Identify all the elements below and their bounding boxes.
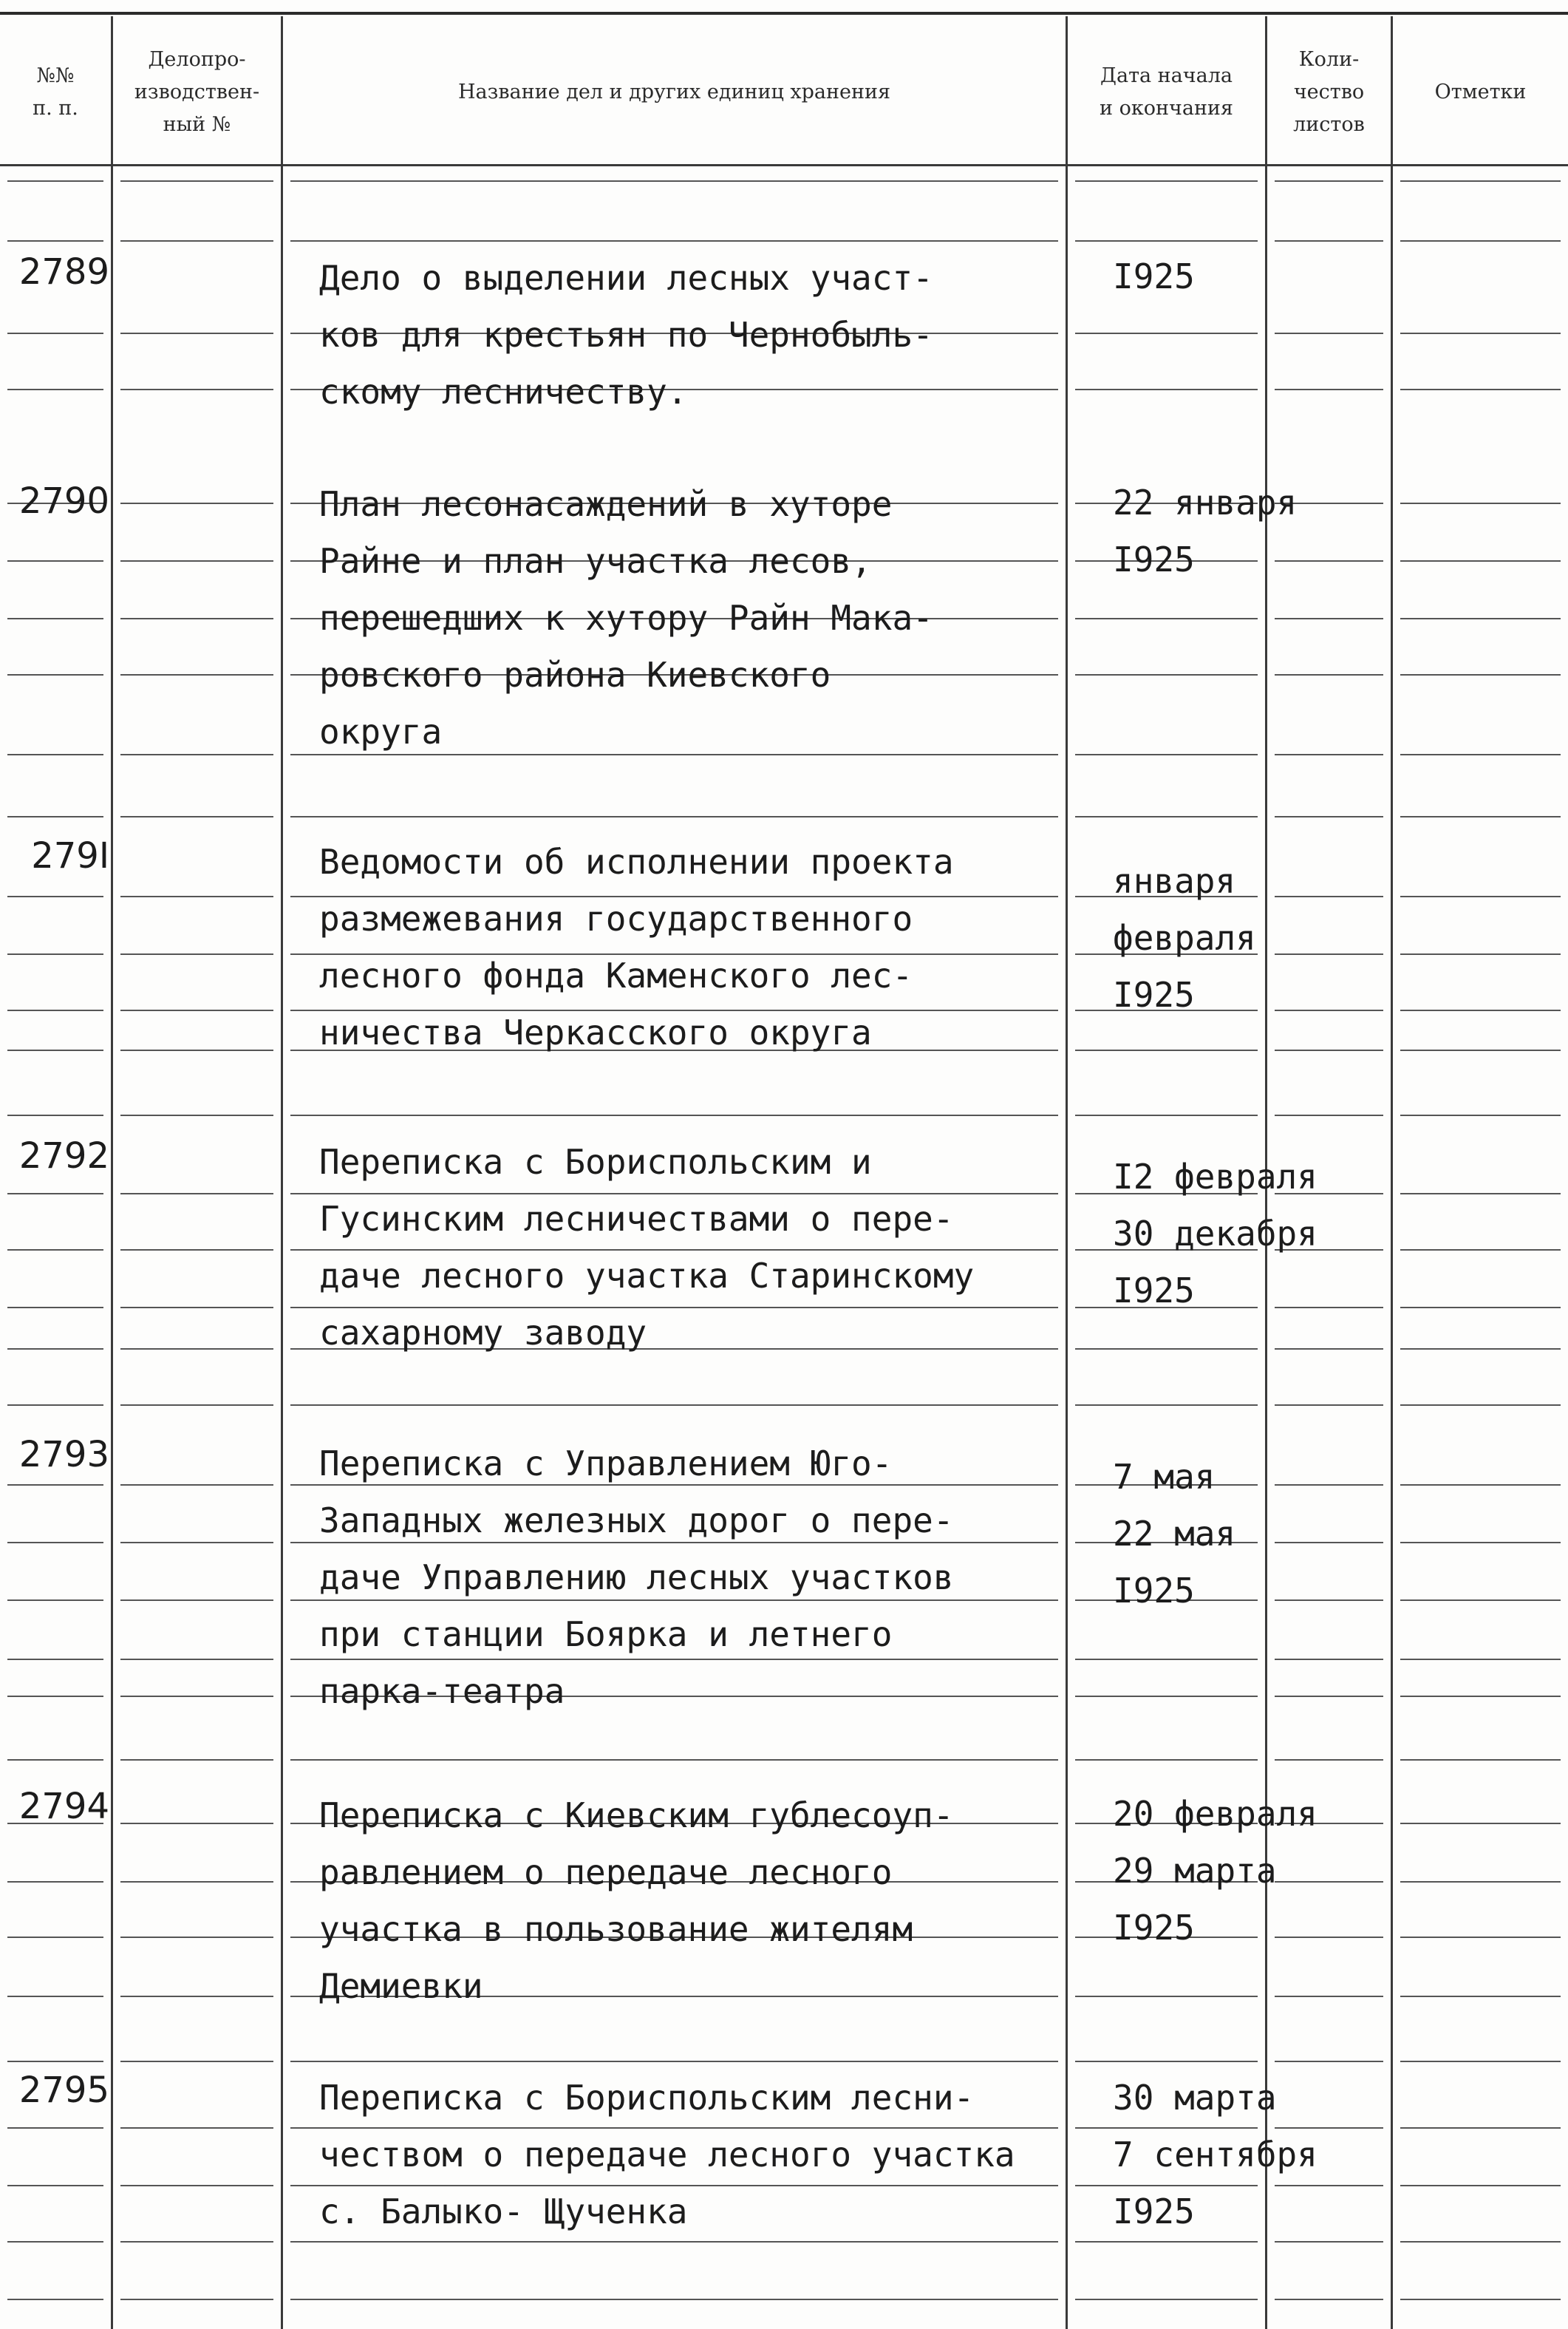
ruled-line — [7, 1249, 103, 1251]
title-line: равлением о передаче лесного — [319, 1852, 893, 1892]
date-line: 30 марта — [1113, 2078, 1277, 2118]
ruled-line — [120, 1881, 273, 1883]
title-line: ровского района Киевского — [319, 655, 831, 695]
title-line: Переписка с Управлением Юго- — [319, 1444, 893, 1483]
title-line: с. Балыко- Щученка — [319, 2192, 688, 2231]
ruled-line — [290, 2299, 1058, 2300]
ruled-line — [1075, 1404, 1258, 1406]
ruled-line — [1075, 1659, 1258, 1660]
title-line: даче Управлению лесных участков — [319, 1557, 954, 1597]
row-dates — [1113, 475, 1394, 588]
ruled-line — [120, 754, 273, 755]
ruled-line — [120, 1542, 273, 1543]
ruled-line — [1275, 1404, 1383, 1406]
ruled-line — [120, 503, 273, 504]
header-office-number-label: Делопро- изводствен- ный № — [134, 48, 260, 136]
date-line: 22 мая — [1113, 1514, 1236, 1554]
ruled-line — [7, 240, 103, 242]
date-line: I925 — [1113, 1908, 1195, 1948]
ruled-line — [120, 1759, 273, 1761]
ruled-line — [120, 1696, 273, 1697]
date-line: I925 — [1113, 1271, 1195, 1310]
ruled-line — [120, 333, 273, 334]
ruled-line — [1075, 180, 1258, 182]
row-number: 2792 — [18, 1135, 109, 1177]
ruled-line — [120, 1599, 273, 1601]
ruled-line — [1275, 2241, 1383, 2243]
ruled-line — [7, 2185, 103, 2186]
header-number-label: №№ п. п. — [33, 64, 78, 120]
ruled-line — [120, 1404, 273, 1406]
header-office-number — [113, 22, 281, 163]
ruled-line — [1075, 816, 1258, 817]
ruled-line — [7, 333, 103, 334]
date-line: I925 — [1113, 540, 1195, 579]
ruled-line — [1275, 333, 1383, 334]
ruled-line — [1400, 618, 1561, 619]
header-dates — [1068, 22, 1265, 163]
column-divider — [1066, 16, 1068, 2329]
ruled-line — [7, 2061, 103, 2062]
ruled-line — [1400, 1404, 1561, 1406]
ruled-line — [7, 1759, 103, 1761]
title-line: округа — [319, 712, 443, 752]
ruled-line — [120, 1249, 273, 1251]
title-line: Западных железных дорог о пере- — [319, 1500, 954, 1540]
ruled-line — [1400, 2241, 1561, 2243]
ruled-line — [120, 1484, 273, 1486]
ruled-line — [1075, 333, 1258, 334]
title-line: Демиевки — [319, 1966, 483, 2006]
date-line: I925 — [1113, 2192, 1195, 2231]
date-line: I2 февраля — [1113, 1157, 1318, 1197]
ruled-line — [7, 1881, 103, 1883]
title-line: Гусинским лесничествами о пере- — [319, 1199, 954, 1239]
ruled-line — [120, 618, 273, 619]
ruled-line — [1400, 1696, 1561, 1697]
ruled-line — [7, 2299, 103, 2300]
ruled-line — [1275, 674, 1383, 676]
row-title — [319, 1435, 1066, 1720]
ruled-line — [1275, 1996, 1383, 1997]
ruled-line — [120, 1307, 273, 1308]
ruled-line — [1275, 1050, 1383, 1051]
ruled-line — [120, 1050, 273, 1051]
row-dates — [1113, 1786, 1394, 1956]
ruled-line — [1400, 1484, 1561, 1486]
ruled-line — [1275, 180, 1383, 182]
row-dates — [1113, 2070, 1394, 2240]
ruled-line — [120, 816, 273, 817]
ruled-line — [7, 953, 103, 955]
ruled-line — [1075, 1759, 1258, 1761]
ruled-line — [7, 2241, 103, 2243]
ruled-line — [1075, 1115, 1258, 1116]
title-line: ничества Черкасского округа — [319, 1013, 872, 1053]
row-number: 2789 — [18, 251, 109, 293]
ruled-line — [1400, 1659, 1561, 1660]
header-number — [0, 22, 111, 163]
date-line: 7 сентября — [1113, 2135, 1318, 2175]
date-line: 29 марта — [1113, 1851, 1277, 1891]
title-line: Дело о выделении лесных участ- — [319, 258, 933, 298]
row-number: 2790 — [18, 480, 109, 522]
date-line: февраля — [1113, 918, 1256, 958]
ruled-line — [1400, 1759, 1561, 1761]
ruled-line — [290, 2241, 1058, 2243]
title-line: перешедших к хутору Райн Мака- — [319, 598, 933, 638]
date-line: 30 декабря — [1113, 1214, 1318, 1254]
ruled-line — [120, 1659, 273, 1660]
ruled-line — [120, 2299, 273, 2300]
ruled-line — [1275, 1759, 1383, 1761]
date-line: 22 января — [1113, 483, 1298, 523]
ruled-line — [1400, 1881, 1561, 1883]
ruled-line — [7, 2127, 103, 2129]
ruled-line — [120, 953, 273, 955]
ruled-line — [7, 618, 103, 619]
ruled-line — [1400, 240, 1561, 242]
title-line: Переписка с Бориспольским лесни- — [319, 2078, 975, 2118]
row-title — [319, 250, 1066, 421]
ruled-line — [1400, 754, 1561, 755]
ruled-line — [290, 816, 1058, 817]
header-notes-label: Отметки — [1434, 81, 1527, 103]
ruled-line — [120, 180, 273, 182]
title-line: размежевания государственного — [319, 899, 913, 939]
ruled-line — [120, 1348, 273, 1350]
ruled-line — [1400, 1050, 1561, 1051]
ruled-line — [1075, 618, 1258, 619]
ruled-line — [1075, 389, 1258, 390]
row-dates — [1113, 853, 1394, 1024]
ruled-line — [290, 1115, 1058, 1116]
title-line: чеством о передаче лесного участка — [319, 2135, 1015, 2175]
header-notes — [1393, 22, 1568, 163]
ruled-line — [290, 1404, 1058, 1406]
header-dates-label: Дата начала и окончания — [1100, 64, 1233, 120]
date-line: января — [1113, 861, 1236, 901]
ruled-line — [1075, 240, 1258, 242]
ruled-line — [1400, 1010, 1561, 1011]
row-title — [319, 834, 1066, 1061]
ruled-line — [1275, 618, 1383, 619]
ruled-line — [1075, 674, 1258, 676]
ruled-line — [7, 1996, 103, 1997]
ruled-line — [1275, 1348, 1383, 1350]
ruled-line — [1400, 180, 1561, 182]
title-line: План лесонасаждений в хуторе — [319, 484, 893, 524]
row-number: 2794 — [18, 1786, 109, 1827]
ruled-line — [1400, 1115, 1561, 1116]
column-divider — [281, 16, 283, 2329]
ruled-line — [1400, 1996, 1561, 1997]
ruled-line — [7, 674, 103, 676]
ruled-line — [7, 1696, 103, 1697]
ruled-line — [1400, 896, 1561, 897]
ruled-line — [1400, 560, 1561, 562]
title-line: при станции Боярка и летнего — [319, 1614, 893, 1654]
ruled-line — [1400, 953, 1561, 955]
title-line: Переписка с Бориспольским и — [319, 1142, 872, 1182]
ruled-line — [7, 1659, 103, 1660]
title-line: Переписка с Киевским гублесоуп- — [319, 1795, 954, 1835]
ruled-line — [1075, 2299, 1258, 2300]
date-line: I925 — [1113, 256, 1195, 296]
title-line: парка-театра — [319, 1671, 565, 1711]
row-number: 279I — [31, 835, 109, 877]
ruled-line — [290, 240, 1058, 242]
ruled-line — [7, 816, 103, 817]
ruled-line — [120, 1115, 273, 1116]
ruled-line — [120, 1937, 273, 1938]
title-line: ков для крестьян по Чернобыль- — [319, 315, 933, 355]
ruled-line — [1400, 1542, 1561, 1543]
ruled-line — [7, 896, 103, 897]
header-title — [283, 22, 1066, 163]
ruled-line — [1400, 503, 1561, 504]
ruled-line — [1400, 1307, 1561, 1308]
ruled-line — [290, 180, 1058, 182]
ruled-line — [120, 2241, 273, 2243]
ruled-line — [1275, 2299, 1383, 2300]
title-line: участка в пользование жителям — [319, 1909, 913, 1949]
ruled-line — [7, 1115, 103, 1116]
ruled-line — [1075, 1996, 1258, 1997]
ruled-line — [1400, 2299, 1561, 2300]
ruled-line — [1400, 1599, 1561, 1601]
ruled-line — [1400, 333, 1561, 334]
ruled-line — [1400, 2127, 1561, 2129]
ruled-line — [1400, 389, 1561, 390]
ruled-line — [120, 2061, 273, 2062]
header-divider — [0, 164, 1568, 166]
ruled-line — [1400, 2185, 1561, 2186]
ruled-line — [7, 1010, 103, 1011]
ruled-line — [1075, 1696, 1258, 1697]
ruled-line — [120, 896, 273, 897]
ruled-line — [1075, 754, 1258, 755]
ruled-line — [7, 1307, 103, 1308]
ruled-line — [7, 1937, 103, 1938]
ruled-line — [120, 240, 273, 242]
ruled-line — [1075, 2061, 1258, 2062]
ruled-line — [120, 674, 273, 676]
ruled-line — [7, 560, 103, 562]
ruled-line — [1075, 1050, 1258, 1051]
ruled-line — [1275, 1115, 1383, 1116]
ruled-line — [7, 1193, 103, 1194]
ruled-line — [120, 1010, 273, 1011]
title-line: скому лесничеству. — [319, 372, 688, 412]
ruled-line — [1275, 1659, 1383, 1660]
row-number: 2795 — [18, 2070, 109, 2111]
ruled-line — [1400, 1937, 1561, 1938]
ruled-line — [7, 1599, 103, 1601]
ruled-line — [7, 180, 103, 182]
row-number: 2793 — [18, 1434, 109, 1475]
top-border — [0, 12, 1568, 15]
ruled-line — [1400, 1348, 1561, 1350]
ruled-line — [290, 2061, 1058, 2062]
ruled-line — [120, 1996, 273, 1997]
title-line: Райне и план участка лесов, — [319, 541, 872, 581]
ruled-line — [1075, 1348, 1258, 1350]
date-line: I925 — [1113, 1571, 1195, 1611]
title-line: сахарному заводу — [319, 1313, 647, 1353]
ruled-line — [120, 1193, 273, 1194]
ruled-line — [290, 1759, 1058, 1761]
row-title — [319, 2070, 1066, 2240]
ruled-line — [1400, 1249, 1561, 1251]
title-line: лесного фонда Каменского лес- — [319, 956, 913, 996]
row-title — [319, 476, 1066, 761]
ruled-line — [1075, 2241, 1258, 2243]
header-sheets — [1267, 22, 1391, 163]
ruled-line — [1400, 2061, 1561, 2062]
ruled-line — [1275, 754, 1383, 755]
row-title — [319, 1134, 1066, 1361]
date-line: I925 — [1113, 975, 1195, 1015]
row-dates — [1113, 1149, 1394, 1319]
ruled-line — [120, 1823, 273, 1824]
column-divider — [111, 16, 113, 2329]
title-line: даче лесного участка Старинскому — [319, 1256, 975, 1296]
header-title-label: Название дел и других единиц хранения — [457, 81, 891, 103]
ruled-line — [1275, 816, 1383, 817]
ruled-line — [120, 560, 273, 562]
ruled-line — [7, 754, 103, 755]
date-line: 7 мая — [1113, 1457, 1216, 1497]
ruled-line — [7, 389, 103, 390]
title-line: Ведомости об исполнении проекта — [319, 842, 954, 882]
row-title — [319, 1787, 1066, 2015]
ruled-line — [7, 1348, 103, 1350]
ruled-line — [1275, 1696, 1383, 1697]
ruled-line — [1400, 674, 1561, 676]
ruled-line — [1400, 1823, 1561, 1824]
ruled-line — [1275, 2061, 1383, 2062]
row-dates — [1113, 1449, 1394, 1619]
date-line: 20 февраля — [1113, 1794, 1318, 1834]
ruled-line — [7, 1542, 103, 1543]
ruled-line — [120, 2185, 273, 2186]
ruled-line — [7, 1050, 103, 1051]
header-sheets-label: Коли- чество листов — [1293, 48, 1365, 136]
ruled-line — [120, 389, 273, 390]
ruled-line — [7, 1484, 103, 1486]
ruled-line — [1400, 816, 1561, 817]
ruled-line — [1275, 389, 1383, 390]
ruled-line — [7, 1404, 103, 1406]
ruled-line — [1275, 240, 1383, 242]
row-dates — [1113, 248, 1394, 305]
ruled-line — [1400, 1193, 1561, 1194]
ruled-line — [120, 2127, 273, 2129]
